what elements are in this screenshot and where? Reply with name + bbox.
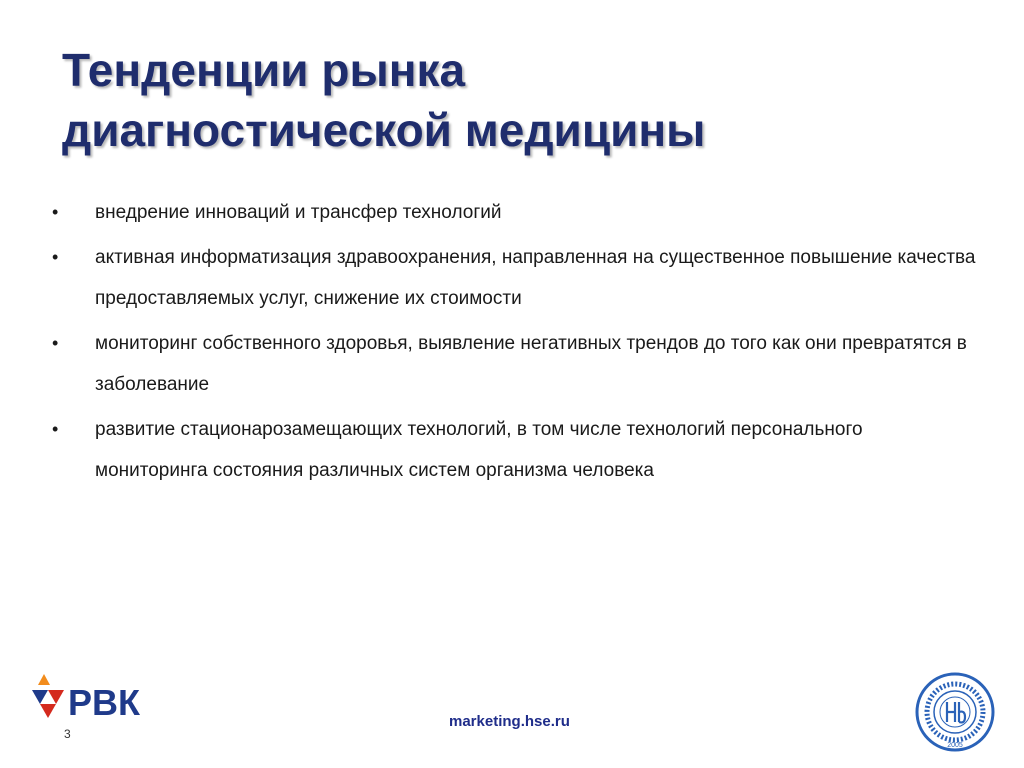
bullet-item <box>50 323 980 405</box>
bullet-text: активная информатизация здравоохранения, направленная на существенное повышение качества предоставляемых услуг, снижение их стоимости <box>95 247 976 309</box>
bullet-marker: • <box>52 247 59 267</box>
seal-year: 2005 <box>947 742 963 749</box>
bullet-marker: • <box>52 202 59 222</box>
bullet-text: внедрение инноваций и трансфер технологий <box>95 202 502 223</box>
bullet-item <box>50 192 980 233</box>
bullet-marker: • <box>52 333 59 353</box>
bullet-list <box>50 192 980 495</box>
bullet-marker: • <box>52 419 59 439</box>
bullet-item <box>50 237 980 319</box>
bullet-text: мониторинг собственного здоровья, выявление негативных трендов до того как они превратятся в заболевание <box>95 333 967 395</box>
rvk-logo-text: РВК <box>68 682 140 723</box>
page-number: 3 <box>64 727 71 741</box>
title-line-1: Тенденции рынка <box>62 44 466 96</box>
rvk-logo <box>30 672 165 732</box>
bullet-text: развитие стационарозамещающих технологий, в том числе технологий персонального мониторинга состояния различных систем организма человека <box>95 419 863 481</box>
slide-title <box>62 40 962 160</box>
title-line-2: диагностической медицины <box>62 104 706 156</box>
bullet-item <box>50 409 980 491</box>
footer-link[interactable]: marketing.hse.ru <box>449 713 570 730</box>
hse-seal-icon <box>915 672 995 752</box>
rvk-logo-mark <box>32 674 64 718</box>
